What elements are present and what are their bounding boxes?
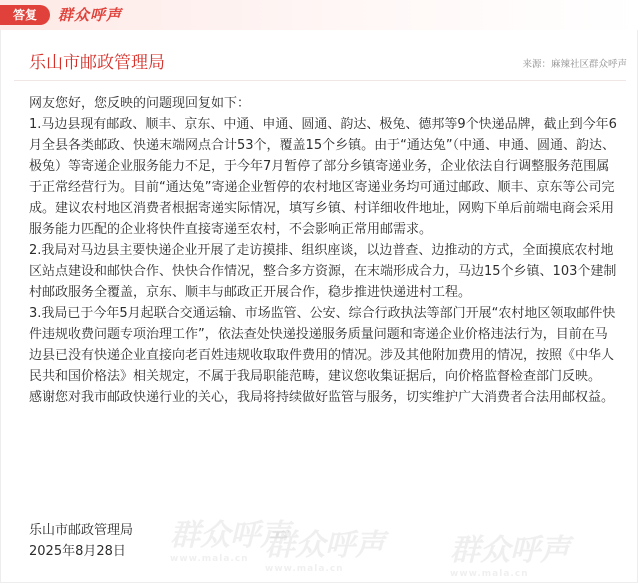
reply-badge: 答复 — [0, 5, 50, 25]
signature: 乐山市邮政管理局 — [29, 523, 134, 538]
reply-date: 2025年8月28日 — [29, 544, 126, 559]
divider — [14, 80, 626, 81]
brand-logo-text: 群众呼声 — [58, 6, 123, 24]
org-title: 乐山市邮政管理局 — [29, 53, 165, 73]
greeting: 网友您好，您反映的问题现回复如下： — [29, 96, 251, 111]
source-label: 来源：麻辣社区群众呼声 — [522, 59, 627, 70]
reply-header-bar — [0, 0, 640, 30]
reply-paragraph-3: 3.我局已于今年5月起联合交通运输、市场监管、公安、综合行政执法等部门开展“农村地区领取邮件快件违规收费问题专项治理工作”，依法查处快递投递服务质量问题和寄递企业价格违法行为，目前在马边县已没有快递企业直接向老百姓违规收取取件费用的情况。涉及其他附加费用的情况，按照《中华人民共和国价格法》相关规定，不属于我局职能范畴，建议您收集证据后，向价格监督检查部门反映。 — [29, 306, 616, 384]
reply-paragraph-1: 1.马边县现有邮政、顺丰、京东、中通、申通、圆通、韵达、极兔、德邦等9个快递品牌，截止到今年6月全县各类邮政、快递末端网点合计53个，覆盖15个乡镇。由于“通达兔”（中通、申通、圆通、韵达、极兔）等寄递企业服务能力不足，于今年7月暂停了部分乡镇寄递业务，企业依法自行调整服务范围属于正常经营行为。目前“通达兔”寄递企业暂停的农村地区寄递业务均可通过邮政、顺丰、京东等公司完成。建议农村地区消费者根据寄递实际情况，填写乡镇、村详细收件地址，网购下单后前端电商会采用服务能力匹配的企业将快件直接寄递至农村，不会影响正常用邮需求。 — [29, 117, 617, 237]
signature-block — [29, 520, 133, 562]
reply-paragraph-2: 2.我局对马边县主要快递企业开展了走访摸排、组织座谈，以边普查、边推动的方式，全面摸底农村地区站点建设和邮快合作、快快合作情况，整合多方资源，在末端形成合力，马边15个乡镇、103个建制村邮政服务全覆盖，京东、顺丰与邮政正开展合作，稳步推进快递进村工程。 — [29, 243, 617, 300]
reply-body — [29, 93, 617, 408]
reply-closing: 感谢您对我市邮政快递行业的关心，我局将持续做好监管与服务，切实维护广大消费者合法用邮权益。 — [29, 390, 615, 405]
